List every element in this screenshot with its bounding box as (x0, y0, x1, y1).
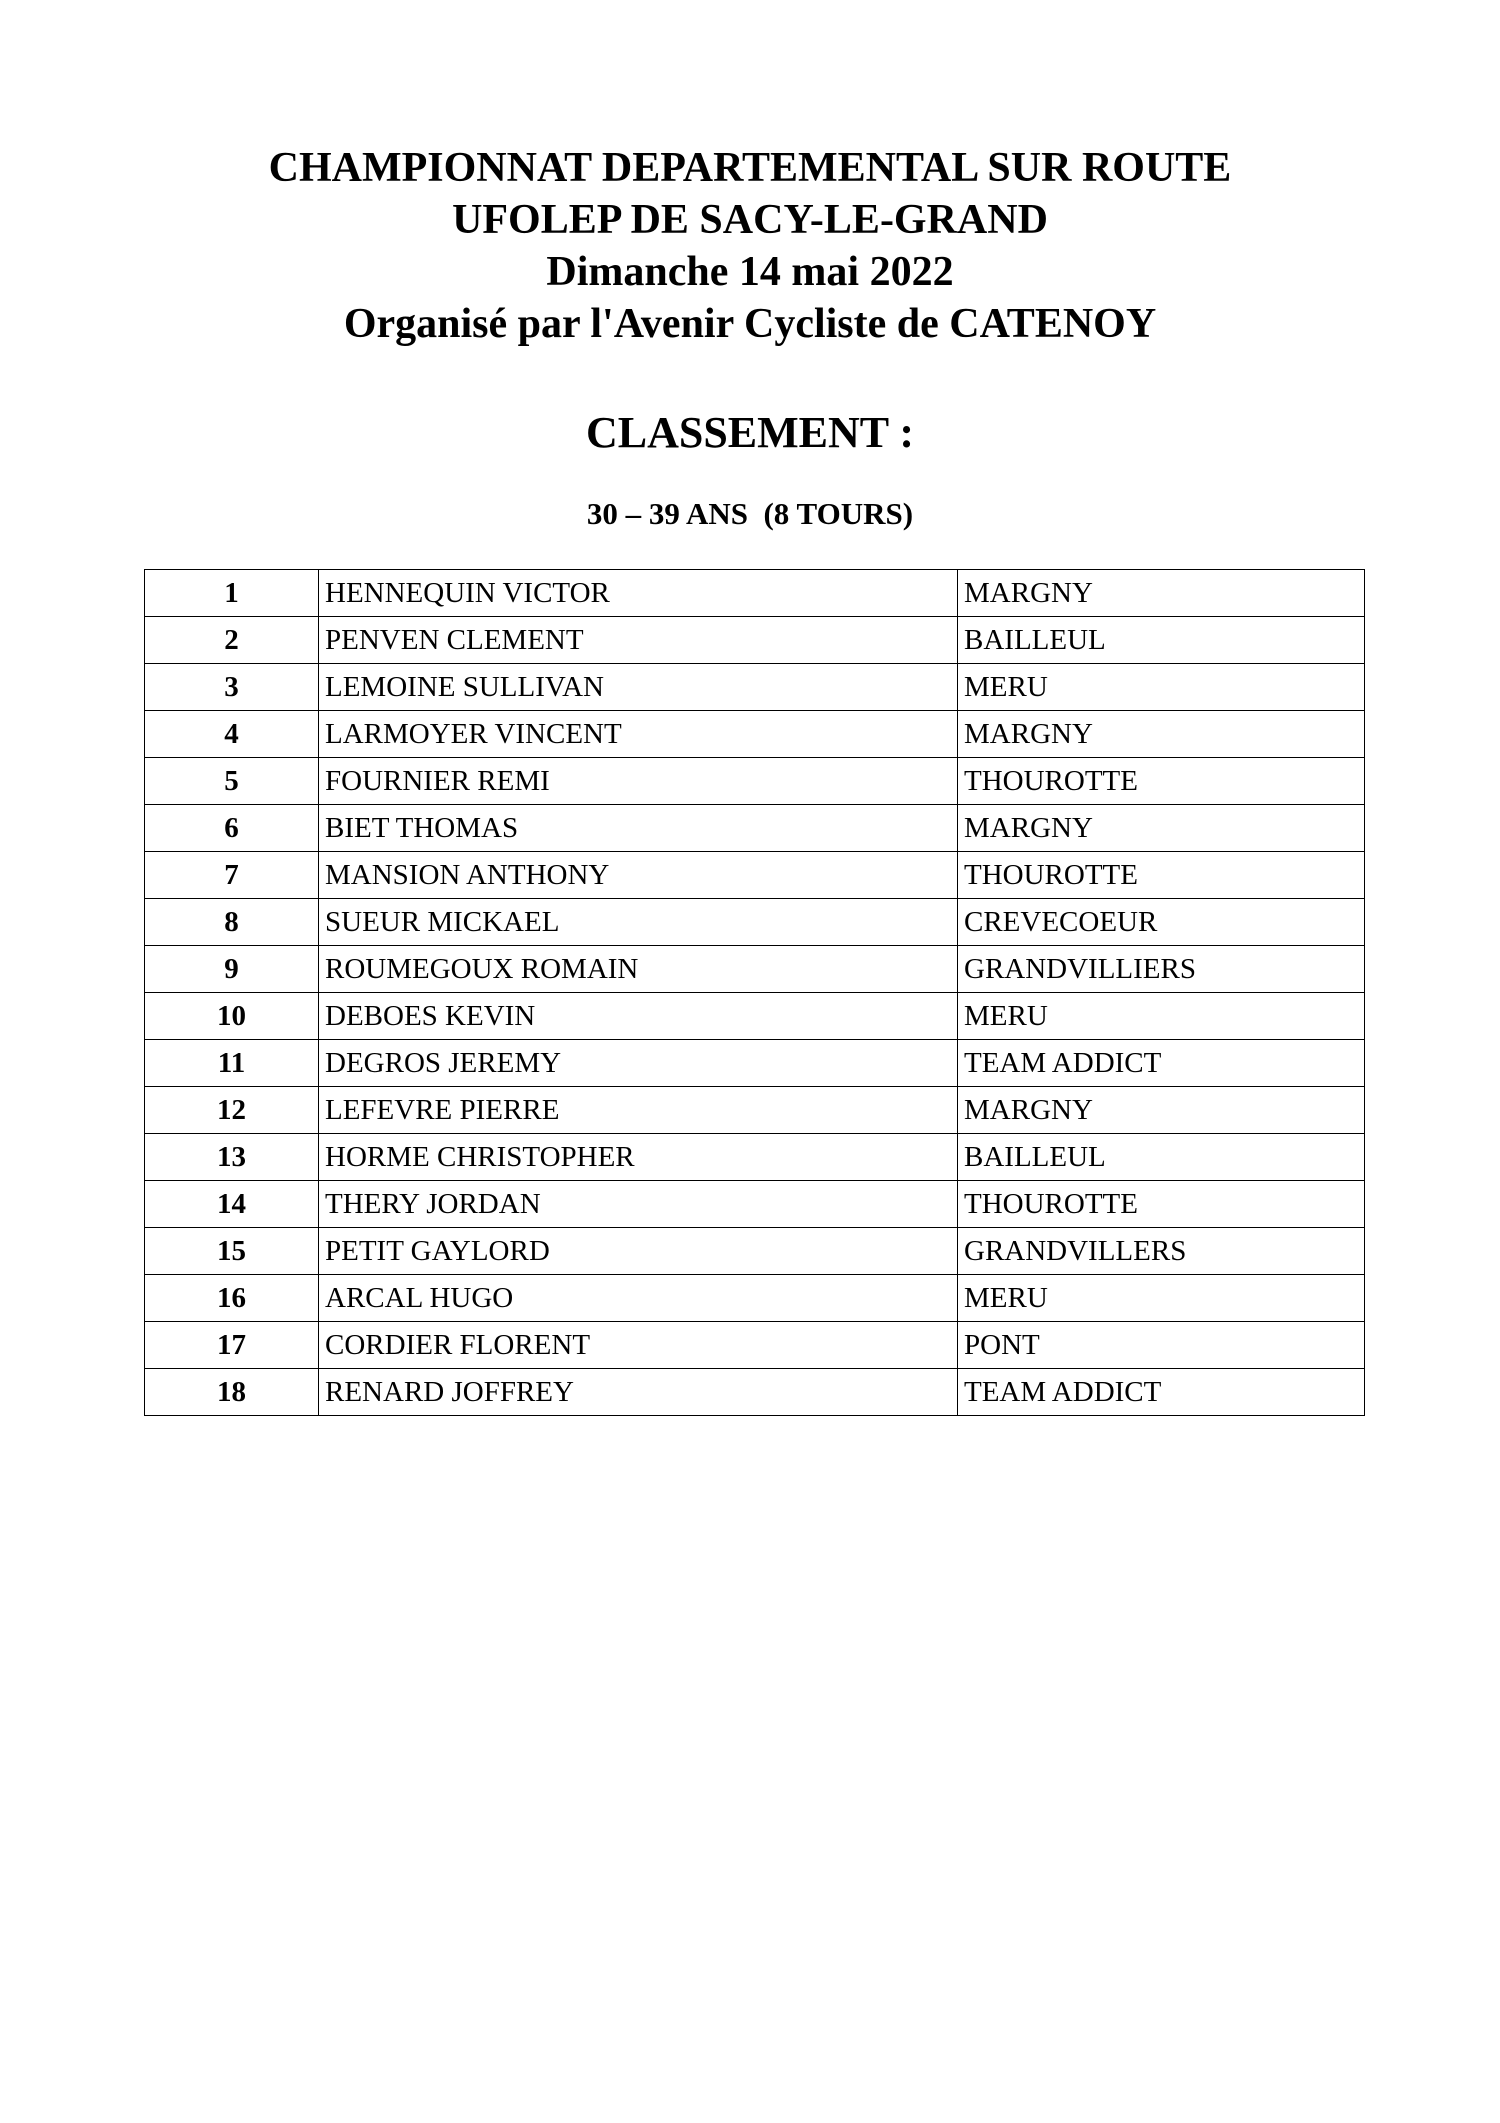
rider-name-cell: PETIT GAYLORD (319, 1228, 958, 1275)
classement-title: CLASSEMENT : (585, 408, 915, 457)
rank-cell: 13 (145, 1134, 319, 1181)
club-cell: BAILLEUL (958, 1134, 1365, 1181)
rider-name-cell: ROUMEGOUX ROMAIN (319, 946, 958, 993)
rank-cell: 2 (145, 617, 319, 664)
rank-cell: 7 (145, 852, 319, 899)
rider-name-cell: CORDIER FLORENT (319, 1322, 958, 1369)
club-cell: CREVECOEUR (958, 899, 1365, 946)
club-cell: MARGNY (958, 1087, 1365, 1134)
rider-name-cell: DEGROS JEREMY (319, 1040, 958, 1087)
table-row (145, 758, 1365, 805)
table-row (145, 1228, 1365, 1275)
table-row (145, 852, 1365, 899)
club-cell: MERU (958, 993, 1365, 1040)
rider-name-cell: FOURNIER REMI (319, 758, 958, 805)
club-cell: TEAM ADDICT (958, 1369, 1365, 1416)
club-cell: THOUROTTE (958, 1181, 1365, 1228)
club-cell: GRANDVILLERS (958, 1228, 1365, 1275)
table-row (145, 1322, 1365, 1369)
rank-cell: 18 (145, 1369, 319, 1416)
rank-cell: 17 (145, 1322, 319, 1369)
rank-cell: 3 (145, 664, 319, 711)
table-row (145, 1087, 1365, 1134)
club-cell: THOUROTTE (958, 852, 1365, 899)
organizer-line: UFOLEP DE SACY-LE-GRAND (452, 197, 1048, 243)
rank-cell: 10 (145, 993, 319, 1040)
results-table (144, 569, 1365, 1416)
table-row (145, 805, 1365, 852)
table-row (145, 1181, 1365, 1228)
rank-cell: 6 (145, 805, 319, 852)
table-row (145, 1134, 1365, 1181)
rider-name-cell: RENARD JOFFREY (319, 1369, 958, 1416)
club-cell: BAILLEUL (958, 617, 1365, 664)
club-cell: PONT (958, 1322, 1365, 1369)
category-label: 30 – 39 ANS (8 TOURS) (586, 496, 914, 531)
rank-cell: 4 (145, 711, 319, 758)
club-cell: MERU (958, 664, 1365, 711)
rider-name-cell: HORME CHRISTOPHER (319, 1134, 958, 1181)
rider-name-cell: ARCAL HUGO (319, 1275, 958, 1322)
rank-cell: 11 (145, 1040, 319, 1087)
table-row (145, 617, 1365, 664)
rank-cell: 15 (145, 1228, 319, 1275)
table-row (145, 1040, 1365, 1087)
table-row (145, 993, 1365, 1040)
table-row (145, 570, 1365, 617)
rider-name-cell: MANSION ANTHONY (319, 852, 958, 899)
rank-cell: 14 (145, 1181, 319, 1228)
club-cell: GRANDVILLIERS (958, 946, 1365, 993)
club-cell: MARGNY (958, 711, 1365, 758)
organized-by: Organisé par l'Avenir Cycliste de CATENOY (343, 301, 1157, 347)
rider-name-cell: THERY JORDAN (319, 1181, 958, 1228)
club-cell: TEAM ADDICT (958, 1040, 1365, 1087)
club-cell: MARGNY (958, 805, 1365, 852)
rank-cell: 5 (145, 758, 319, 805)
table-row (145, 664, 1365, 711)
document-header (0, 142, 1500, 350)
rider-name-cell: SUEUR MICKAEL (319, 899, 958, 946)
table-row (145, 711, 1365, 758)
rider-name-cell: LARMOYER VINCENT (319, 711, 958, 758)
table-row (145, 1275, 1365, 1322)
club-cell: THOUROTTE (958, 758, 1365, 805)
rider-name-cell: BIET THOMAS (319, 805, 958, 852)
rider-name-cell: DEBOES KEVIN (319, 993, 958, 1040)
rank-cell: 9 (145, 946, 319, 993)
table-row (145, 1369, 1365, 1416)
rider-name-cell: LEFEVRE PIERRE (319, 1087, 958, 1134)
event-date: Dimanche 14 mai 2022 (546, 249, 954, 295)
rank-cell: 16 (145, 1275, 319, 1322)
table-row (145, 946, 1365, 993)
rank-cell: 1 (145, 570, 319, 617)
rank-cell: 8 (145, 899, 319, 946)
championship-title: CHAMPIONNAT DEPARTEMENTAL SUR ROUTE (268, 145, 1232, 191)
rider-name-cell: LEMOINE SULLIVAN (319, 664, 958, 711)
rank-cell: 12 (145, 1087, 319, 1134)
rider-name-cell: HENNEQUIN VICTOR (319, 570, 958, 617)
club-cell: MARGNY (958, 570, 1365, 617)
rider-name-cell: PENVEN CLEMENT (319, 617, 958, 664)
table-row (145, 899, 1365, 946)
club-cell: MERU (958, 1275, 1365, 1322)
